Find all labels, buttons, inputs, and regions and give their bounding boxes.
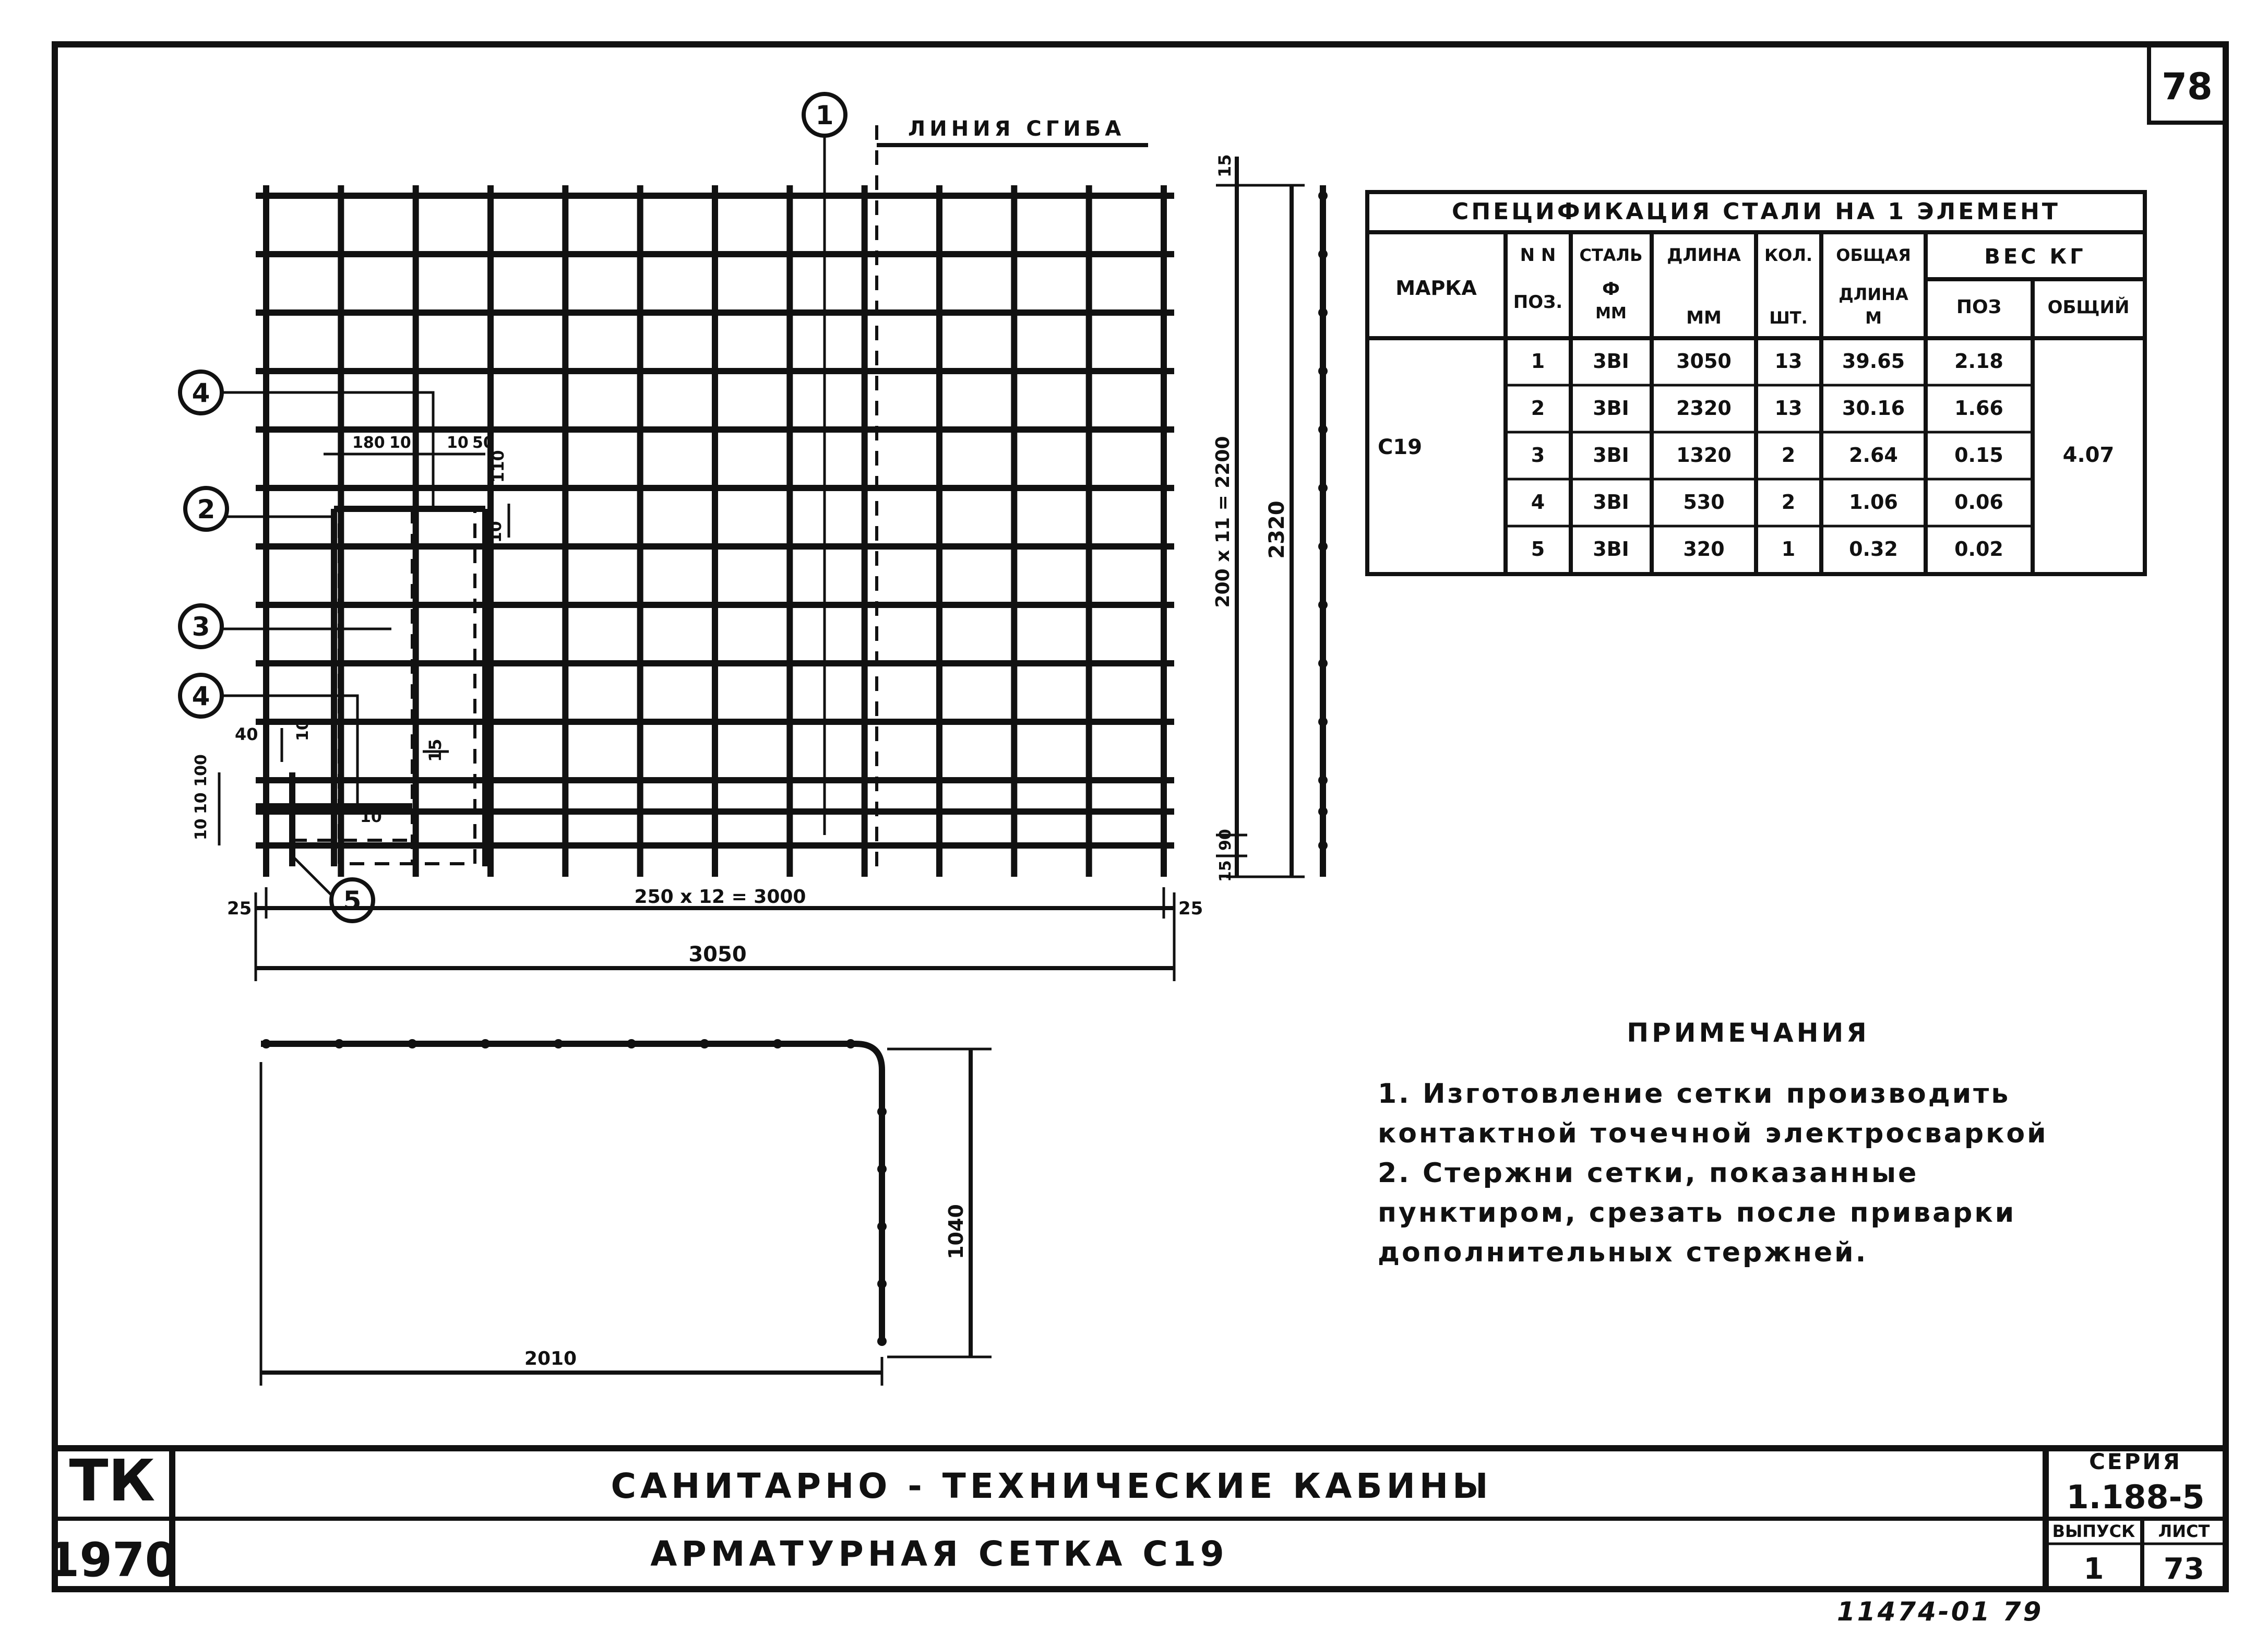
section-rod-dot-1 xyxy=(1318,191,1328,200)
title-block xyxy=(47,1447,2226,1589)
hdr-qty-b: ШТ. xyxy=(1769,308,1808,328)
hdr-qty-a: КОЛ. xyxy=(1764,245,1813,265)
section-rod-dot-5 xyxy=(1318,425,1328,434)
callout-3 xyxy=(180,605,391,647)
sheet-subtitle: АРМАТУРНАЯ СЕТКА С19 xyxy=(650,1534,1228,1574)
spec-cell-length-2: 2320 xyxy=(1676,397,1732,420)
bent-width: 2010 xyxy=(524,1348,577,1369)
svg-text:10: 10 xyxy=(447,434,469,452)
spec-cell-steel-4: 3ВI xyxy=(1593,491,1629,514)
spec-cell-weight-1: 2.18 xyxy=(1954,350,2003,373)
bent-rod-dot-top-8 xyxy=(773,1039,782,1048)
section-rod-dot-4 xyxy=(1318,366,1328,376)
bent-rod-dot-side-3 xyxy=(877,1222,887,1231)
series-label: СЕРИЯ xyxy=(2089,1449,2182,1474)
bent-rod-dot-top-4 xyxy=(481,1039,490,1048)
spec-title: СПЕЦИФИКАЦИЯ СТАЛИ НА 1 ЭЛЕМЕНТ xyxy=(1452,198,2060,225)
svg-text:40: 40 xyxy=(235,724,258,744)
spec-cell-qty-2: 13 xyxy=(1774,397,1803,420)
spec-cell-steel-3: 3ВI xyxy=(1593,444,1629,467)
spec-cell-weight-2: 1.66 xyxy=(1954,397,2003,420)
page-value: 73 xyxy=(2164,1552,2204,1586)
dim-right-spacing: 200 x 11 = 2200 xyxy=(1212,436,1234,608)
spec-cell-weight-5: 0.02 xyxy=(1954,538,2003,561)
year: 1970 xyxy=(46,1533,178,1588)
hdr-length-a: ДЛИНА xyxy=(1667,245,1741,266)
hdr-weight-pos: ПОЗ xyxy=(1956,296,2002,318)
spec-table xyxy=(1367,192,2145,574)
section-rod-dot-11 xyxy=(1318,776,1328,785)
hdr-steel-c: ММ xyxy=(1595,304,1627,323)
spec-weight-total: 4.07 xyxy=(2062,443,2115,467)
note-2: 2. Стержни сетки, показанные пунктиром, срезать после приварки дополнительных стержней. xyxy=(1378,1158,2016,1268)
spec-cell-length-5: 320 xyxy=(1683,538,1725,561)
fold-line-label: ЛИНИЯ СГИБА xyxy=(908,117,1126,141)
spec-cell-total-len-3: 2.64 xyxy=(1849,444,1898,467)
svg-text:5: 5 xyxy=(343,886,362,916)
svg-text:15: 15 xyxy=(425,738,445,762)
sheet-number-box xyxy=(2149,44,2226,123)
section-rod-dot-6 xyxy=(1318,483,1328,493)
hdr-total-len-a: ОБЩАЯ xyxy=(1836,245,1911,265)
callout-2 xyxy=(185,488,334,530)
spec-cell-qty-1: 13 xyxy=(1774,350,1803,373)
svg-text:4: 4 xyxy=(192,378,210,408)
dim-bottom-spacing: 250 x 12 = 3000 xyxy=(634,886,806,908)
section-rod-dot-7 xyxy=(1318,542,1328,551)
svg-text:110: 110 xyxy=(490,450,508,483)
spec-cell-total-len-5: 0.32 xyxy=(1849,538,1898,561)
spec-cell-pos-3: 3 xyxy=(1531,444,1545,467)
bent-rod-dot-top-6 xyxy=(627,1039,636,1048)
bent-height: 1040 xyxy=(945,1204,968,1259)
dim-right-bottom-a: 90 xyxy=(1216,829,1235,851)
bent-rod-dot-top-3 xyxy=(408,1039,417,1048)
dim-edge-left: 25 xyxy=(227,898,252,919)
svg-text:10 100: 10 100 xyxy=(192,754,210,814)
svg-text:50: 50 xyxy=(472,434,494,452)
bent-rod-dot-side-5 xyxy=(877,1337,887,1346)
bent-rod-dot-side-2 xyxy=(877,1164,887,1174)
spec-cell-length-4: 530 xyxy=(1683,491,1725,514)
spec-cell-weight-3: 0.15 xyxy=(1954,444,2003,467)
spec-cell-total-len-4: 1.06 xyxy=(1849,491,1898,514)
spec-cell-pos-2: 2 xyxy=(1531,397,1545,420)
bent-rod-dot-top-9 xyxy=(846,1039,855,1048)
mesh-dimensions-right xyxy=(1212,154,1305,882)
spec-rows xyxy=(1531,350,2003,561)
dim-right-top: 15 xyxy=(1215,154,1235,177)
sheet-number: 78 xyxy=(2162,65,2213,108)
svg-text:10: 10 xyxy=(487,521,505,543)
notes-block xyxy=(1378,1018,2119,1272)
spec-cell-steel-2: 3ВI xyxy=(1593,397,1629,420)
svg-text:10: 10 xyxy=(192,818,210,840)
spec-cell-qty-5: 1 xyxy=(1781,538,1796,561)
spec-cell-pos-5: 5 xyxy=(1531,538,1545,561)
section-rod-dot-9 xyxy=(1318,659,1328,668)
spec-cell-total-len-2: 30.16 xyxy=(1842,397,1905,420)
spec-cell-pos-1: 1 xyxy=(1531,350,1545,373)
hdr-steel-b: Ф xyxy=(1602,279,1620,300)
spec-cell-qty-4: 2 xyxy=(1781,491,1796,514)
org-code: ТК xyxy=(69,1447,156,1514)
bent-mesh-view xyxy=(261,1039,992,1386)
dim-right-bottom-b: 15 xyxy=(1216,860,1235,882)
series-value: 1.188-5 xyxy=(2066,1478,2205,1516)
bent-rod-dot-top-2 xyxy=(335,1039,344,1048)
bent-rod-dot-side-4 xyxy=(877,1279,887,1289)
hdr-mark: МАРКА xyxy=(1395,277,1477,300)
dim-bottom-total: 3050 xyxy=(688,943,747,967)
svg-text:10: 10 xyxy=(389,434,411,452)
svg-text:10: 10 xyxy=(294,719,312,741)
detail-dimensions xyxy=(192,434,509,845)
issue-value: 1 xyxy=(2083,1552,2104,1586)
spec-cell-qty-3: 2 xyxy=(1781,444,1796,467)
section-rod-dot-13 xyxy=(1318,841,1328,850)
spec-cell-steel-1: 3ВI xyxy=(1593,350,1629,373)
spec-cell-total-len-1: 39.65 xyxy=(1842,350,1905,373)
hdr-total-len-b: ДЛИНА xyxy=(1839,284,1908,304)
section-rod-dot-12 xyxy=(1318,807,1328,816)
svg-text:4: 4 xyxy=(192,681,210,711)
bent-rod-dot-side-1 xyxy=(877,1107,887,1116)
svg-text:3: 3 xyxy=(192,612,210,642)
hdr-weight-total: ОБЩИЙ xyxy=(2047,297,2130,318)
dim-right-total: 2320 xyxy=(1265,500,1289,559)
section-rod-dot-3 xyxy=(1318,308,1328,317)
mesh-plan xyxy=(256,185,1174,877)
svg-text:10: 10 xyxy=(360,808,382,826)
stamp-code: 11474-01 79 xyxy=(1837,1596,2044,1627)
hdr-weight: ВЕС КГ xyxy=(1984,245,2086,269)
bent-rod-dot-top-7 xyxy=(700,1039,709,1048)
note-1: 1. Изготовление сетки производить контактной точечной электросваркой xyxy=(1378,1078,2048,1149)
hdr-total-len-c: М xyxy=(1865,308,1882,328)
section-rod-dot-10 xyxy=(1318,717,1328,726)
svg-text:2: 2 xyxy=(197,494,216,525)
spec-cell-pos-4: 4 xyxy=(1531,491,1545,514)
issue-label: ВЫПУСК xyxy=(2052,1521,2135,1541)
mesh-side-section xyxy=(1318,185,1328,877)
page-label: ЛИСТ xyxy=(2158,1521,2210,1541)
section-rod-dot-2 xyxy=(1318,249,1328,259)
spec-cell-length-1: 3050 xyxy=(1676,350,1732,373)
hdr-pos-a: N N xyxy=(1520,245,1556,266)
bent-rod-dot-top-1 xyxy=(261,1039,271,1048)
section-rod-dot-8 xyxy=(1318,600,1328,610)
svg-text:180: 180 xyxy=(352,434,385,452)
hdr-length-b: ММ xyxy=(1686,307,1722,328)
spec-cell-steel-5: 3ВI xyxy=(1593,538,1629,561)
dim-edge-right: 25 xyxy=(1178,898,1203,919)
bent-rod-dot-top-5 xyxy=(554,1039,563,1048)
sheet-title: САНИТАРНО - ТЕХНИЧЕСКИЕ КАБИНЫ xyxy=(611,1466,1493,1506)
hdr-steel-a: СТАЛЬ xyxy=(1579,245,1643,265)
spec-cell-length-3: 1320 xyxy=(1676,444,1732,467)
spec-mark: С19 xyxy=(1378,435,1423,459)
hdr-pos-b: ПОЗ. xyxy=(1513,292,1563,313)
notes-title: ПРИМЕЧАНИЯ xyxy=(1627,1018,1870,1048)
spec-cell-weight-4: 0.06 xyxy=(1954,491,2003,514)
svg-text:1: 1 xyxy=(815,100,834,130)
